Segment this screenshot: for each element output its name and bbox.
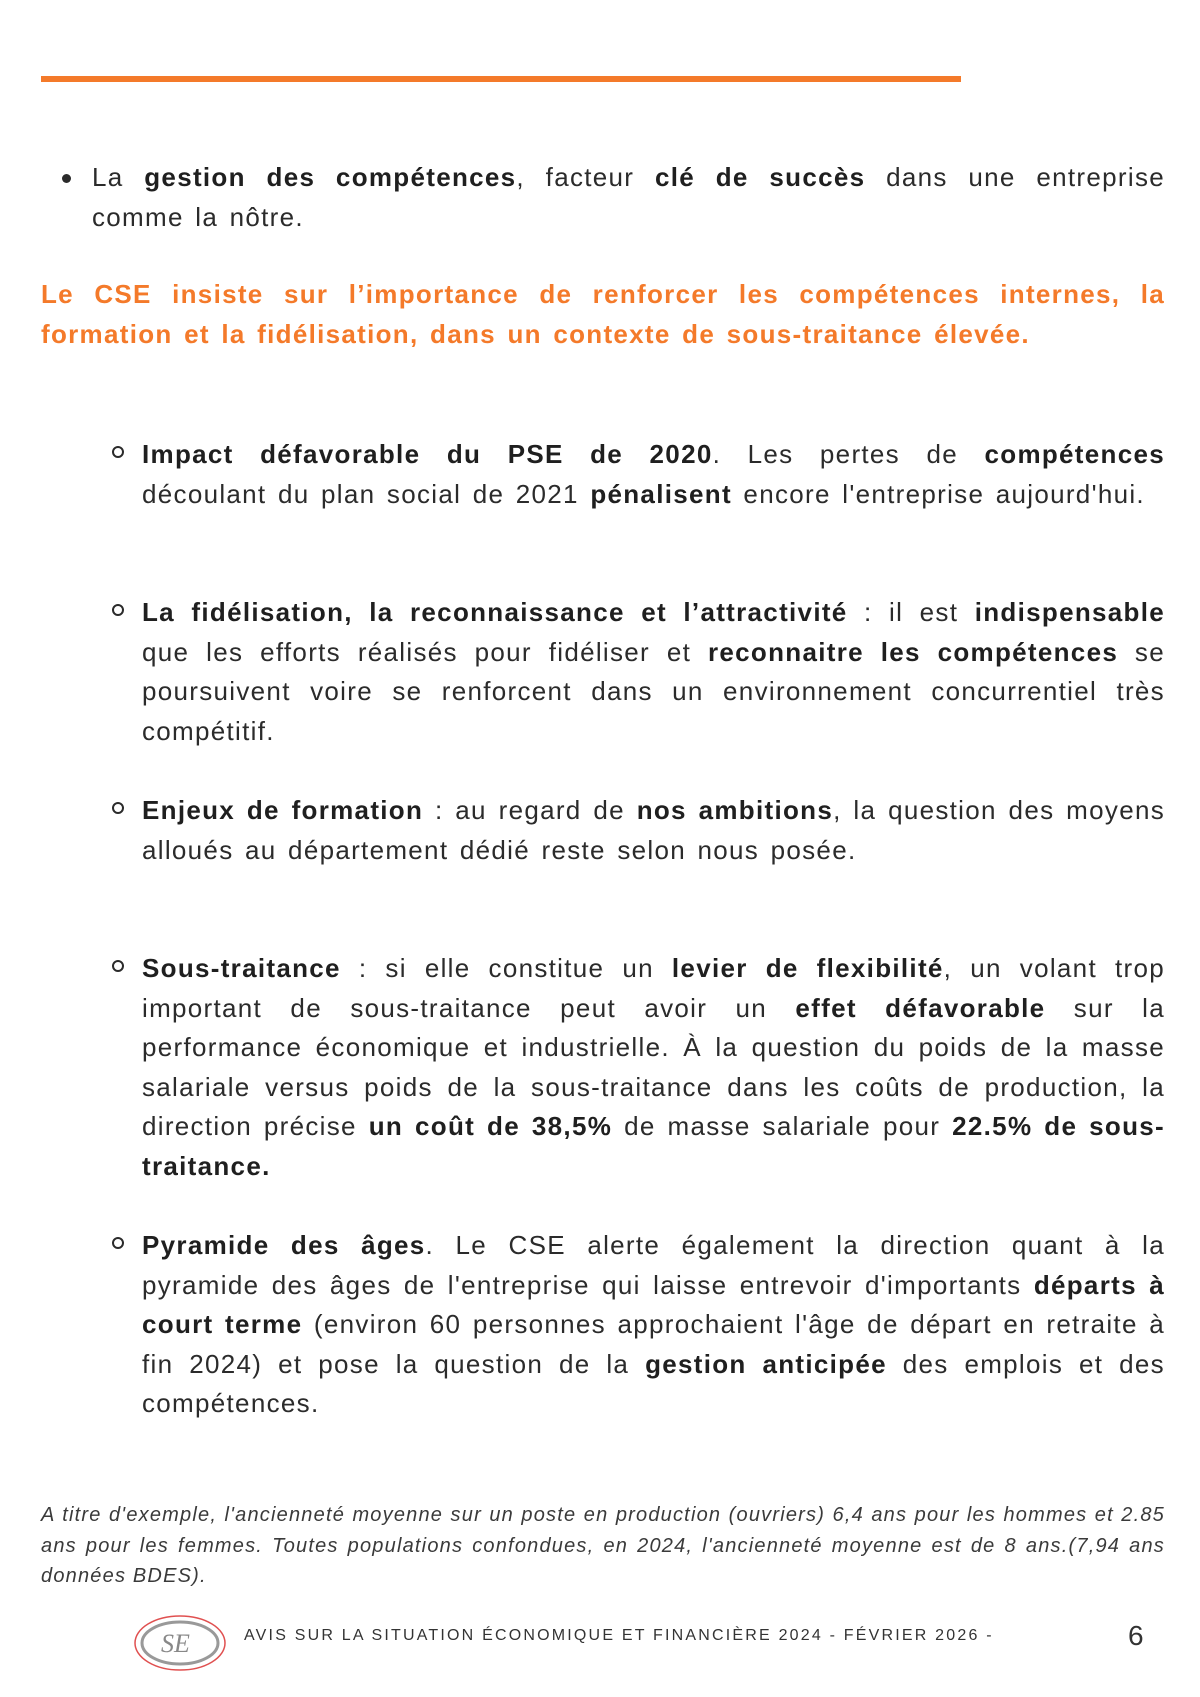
text: (environ 60 personnes approchaient l'âge de départ en retraite à fin 2024) et pose la question de la <box>142 1309 1166 1379</box>
text: dans une entreprise comme la nôtre. <box>92 162 1166 232</box>
bold-text: clé de succès <box>654 162 866 192</box>
circle-bullet <box>112 446 124 458</box>
bold-text: effet défavorable <box>795 992 1046 1023</box>
text: des emplois et des compétences. <box>142 1348 1165 1418</box>
bold-text: La fidélisation, la reconnaissance et l’attractivité <box>142 597 848 627</box>
item-sous-traitance <box>142 949 1165 1186</box>
footnote: A titre d'exemple, l'ancienneté moyenne sur un poste en production (ouvriers) 6,4 ans pour les hommes et 2.85 ans pour les femmes. Toutes populations confondues, en 2024, l'ancienneté moyenne est de 8 ans.(7,94 ans données BDES). <box>41 1504 1165 1587</box>
text: de masse salariale pour <box>612 1111 953 1141</box>
bold-text: indispensable <box>974 597 1165 627</box>
bold-text: reconnaitre les compétences <box>707 636 1119 667</box>
item-pyramide <box>142 1226 1165 1424</box>
header-rule <box>41 76 961 82</box>
bold-text: Impact défavorable du PSE de 2020 <box>142 439 713 469</box>
cse-highlight: Le CSE insiste sur l’importance de renforcer les compétences internes, la formation et la fidélisation, dans un contexte de sous-traitance élevée. <box>41 279 1165 349</box>
bold-text: nos ambitions <box>636 795 834 825</box>
circle-bullet <box>112 802 124 814</box>
text: , la question des moyens alloués au département dédié reste selon nous posée. <box>142 795 1166 865</box>
bold-text: compétences <box>984 439 1165 469</box>
bold-text: Sous-traitance <box>142 953 341 983</box>
text: . Le CSE alerte également la direction quant à la pyramide des âges de l'entreprise qui laisse entrevoir d'importants <box>142 1230 1165 1300</box>
circle-bullet <box>112 1237 124 1249</box>
text: se poursuivent voire se renforcent dans un environnement concurrentiel très compétitif. <box>142 636 1165 746</box>
bold-text: gestion des compétences <box>144 162 517 192</box>
bold-text: Pyramide des âges <box>142 1230 426 1260</box>
bullet-dot <box>62 174 71 183</box>
page-number: 6 <box>1128 1620 1144 1651</box>
text: que les efforts réalisés pour fidéliser et <box>142 636 708 667</box>
footer-title: AVIS SUR LA SITUATION ÉCONOMIQUE ET FINANCIÈRE 2024 - FÉVRIER 2026 - <box>244 1627 994 1644</box>
text: sur la performance économique et industrielle. À la question du poids de la masse salariale versus poids de la sous-traitance dans les coûts de production, la direction précise <box>142 992 1165 1141</box>
text: : au regard de <box>423 795 637 825</box>
text: La <box>92 162 145 192</box>
item-formation <box>142 791 1165 870</box>
text: : si elle constitue un <box>340 953 672 983</box>
text: . Les pertes de <box>712 439 985 469</box>
bold-text: levier de flexibilité <box>671 953 944 983</box>
circle-bullet <box>112 960 124 972</box>
bold-text: gestion anticipée <box>645 1348 887 1379</box>
bold-text: pénalisent <box>590 478 732 509</box>
circle-bullet <box>112 604 124 616</box>
text: : il est <box>847 597 975 627</box>
text: découlant du plan social de 2021 <box>142 478 591 509</box>
item-fidelisation <box>142 593 1165 751</box>
bold-text: 22.5% de sous-traitance. <box>142 1111 1165 1181</box>
item-pse <box>142 435 1165 514</box>
text: , un volant trop important de sous-traitance peut avoir un <box>142 953 1166 1023</box>
bold-text: Enjeux de formation <box>142 795 424 825</box>
svg-text:SE: SE <box>161 1629 190 1658</box>
text: encore l'entreprise aujourd'hui. <box>731 478 1145 509</box>
intro-bullet <box>92 158 1165 237</box>
text: , facteur <box>516 162 655 192</box>
bold-text: départs à court terme <box>142 1269 1165 1339</box>
bold-text: un coût de 38,5% <box>368 1111 613 1141</box>
cse-logo <box>131 1608 229 1674</box>
